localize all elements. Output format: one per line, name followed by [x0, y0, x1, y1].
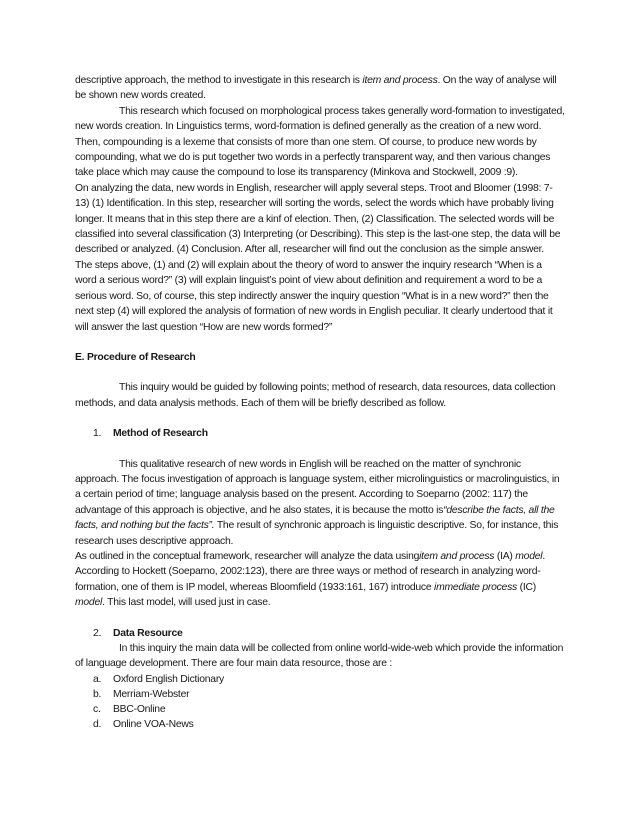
list-item-text: BBC-Online — [113, 704, 166, 716]
text-run: . This last model, will used just in case. — [102, 597, 271, 609]
emphasis-text: immediate process — [434, 581, 517, 593]
text-run: The result of synchronic approach is linguistic descriptive. So, for instance, this research uses descriptive approach. — [75, 520, 559, 547]
data-resource-list — [75, 672, 565, 733]
list-item-label: d. — [93, 719, 102, 731]
list-item-label: c. — [93, 704, 101, 716]
emphasis-text: model — [75, 597, 103, 609]
list-item — [75, 702, 565, 717]
list-item — [75, 717, 565, 732]
section-e-intro: This inquiry would be guided by following points; method of research, data resources, data collection methods, and data analysis methods. Each of them will be briefly described as follow. — [75, 382, 556, 409]
section-e-heading: E. Procedure of Research — [75, 351, 196, 363]
emphasis-text: item and process — [419, 550, 495, 562]
list-item — [75, 672, 565, 687]
list-item-text: Merriam-Webster — [113, 689, 190, 701]
list-item-label: a. — [93, 673, 102, 685]
method-heading — [75, 426, 565, 441]
text-run: (IA) — [494, 550, 516, 562]
list-item-label: b. — [93, 689, 102, 701]
text-run: This qualitative research of new words in English will be reached on the matter of synchronic approach. The focus investigation of approach is language system, either microlinguistics or macrolinguistics, in a certain period of time; language analysis based on the present. According to Soeparno (2002: 117) the advantage of this approach is objective, and he also states, it is because the motto is — [75, 458, 560, 516]
intro-paragraph-3: On analyzing the data, new words in English, researcher will apply several steps. Troot and Bloomer (1998: 7-13) (1) Identification. In this step, researcher will sorting the words, select the words which have probably living longer. It means that in this step there are a kinf of election. Then, (2) Classification. The selected words will be classified into several classification (3) Interpreting (or Describing). This step is the last-one step, the data will be described or analyzed. (4) Conclusion. After all, researcher will find out the conclusion as the simple answer. — [75, 182, 561, 256]
emphasis-text: “describe the facts, all the facts, and nothing but the facts”. — [75, 504, 555, 532]
heading-number: 1. — [93, 428, 102, 440]
page-content — [75, 73, 565, 733]
heading-title: Data Resource — [113, 627, 183, 639]
text-run: descriptive approach, the method to investigate in this research is — [75, 75, 363, 86]
data-resource-intro: In this inquiry the main data will be collected from online world-wide-web which provide the information of language development. There are four main data resource, those are : — [75, 643, 564, 670]
list-item-text: Oxford English Dictionary — [113, 673, 224, 685]
emphasis-text: model — [515, 550, 543, 562]
text-run: . According to Hockett (Soeparno, 2002:123), there are three ways or method of research in analyzing word-formation, one of them is IP model, whereas Bloomfield (1933:161, 167) introduce — [75, 550, 545, 593]
intro-paragraph-1 — [75, 73, 565, 104]
intro-paragraph-4: The steps above, (1) and (2) will explain about the theory of word to answer the inquiry research “When is a word a serious word?” (3) will explain linguist’s point of view about definition and requirement a word to be a serious word. So, of course, this step indirectly answer the inquiry question “What is in a new word?” then the next step (4) will explored the analysis of formation of new words in English peculiar. It clearly undertood that it will answer the last question “How are new words formed?” — [75, 259, 553, 333]
heading-title: Method of Research — [113, 428, 208, 440]
method-paragraph-2 — [75, 549, 565, 611]
list-item — [75, 687, 565, 702]
method-paragraph-1 — [75, 457, 565, 549]
intro-paragraph-2: This research which focused on morphological process takes generally word-formation to investigated, new words creation. In Linguistics terms, word-formation is defined generally as the creation of a new word. Then, compounding is a lexeme that consists of more than one stem. Of course, to produce new words by compounding, what we do is put together two words in a perfectly transparent way, and then various changes take place which may cause the compound to lose its transparency (Minkova and Stockwell, 2009 :9). — [75, 105, 565, 179]
emphasis-text: item and process — [362, 75, 438, 86]
data-resource-heading — [75, 626, 565, 641]
text-run: As outlined in the conceptual framework, researcher will analyze the data using — [75, 550, 420, 562]
text-run: (IC) — [516, 581, 536, 593]
list-item-text: Online VOA-News — [113, 719, 194, 731]
text-run: . On the way of analyse will be shown new words created. — [75, 75, 557, 102]
heading-number: 2. — [93, 627, 102, 639]
